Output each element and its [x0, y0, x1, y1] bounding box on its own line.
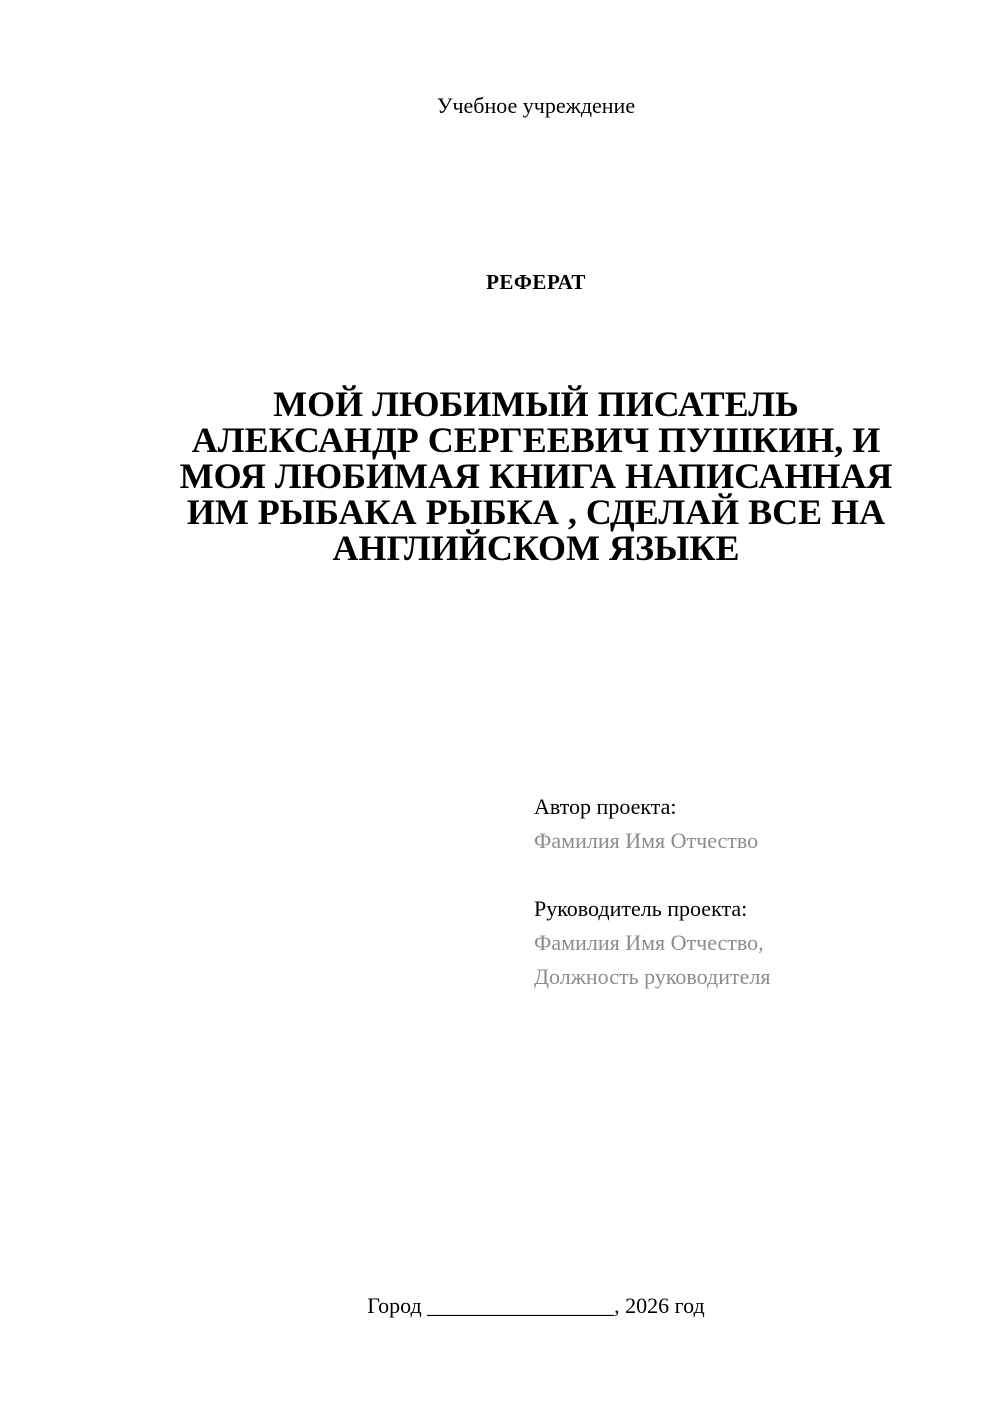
- city-year-line: Город _________________, 2026 год: [367, 1293, 705, 1318]
- supervisor-name-placeholder: Фамилия Имя Отчество,: [534, 930, 764, 955]
- topic-title-line: АЛЕКСАНДР СЕРГЕЕВИЧ ПУШКИН, И: [191, 420, 881, 460]
- topic-title-line: МОЙ ЛЮБИМЫЙ ПИСАТЕЛЬ: [273, 384, 799, 424]
- topic-title-line: АНГЛИЙСКОМ ЯЗЫКЕ: [332, 528, 740, 568]
- spacer: [534, 858, 974, 892]
- institution-name: Учебное учреждение: [436, 93, 636, 118]
- topic-title-line: МОЯ ЛЮБИМАЯ КНИГА НАПИСАННАЯ: [179, 456, 893, 496]
- author-name-placeholder: Фамилия Имя Отчество: [534, 828, 759, 853]
- supervisor-position-placeholder: Должность руководителя: [534, 964, 771, 989]
- author-label: Автор проекта:: [534, 794, 677, 819]
- topic-title: [130, 386, 942, 566]
- authors-block: [534, 790, 974, 994]
- supervisor-label: Руководитель проекта:: [534, 896, 748, 921]
- document-type: РЕФЕРАТ: [486, 270, 586, 294]
- topic-title-line: ИМ РЫБАКА РЫБКА , СДЕЛАЙ ВСЕ НА: [186, 492, 886, 532]
